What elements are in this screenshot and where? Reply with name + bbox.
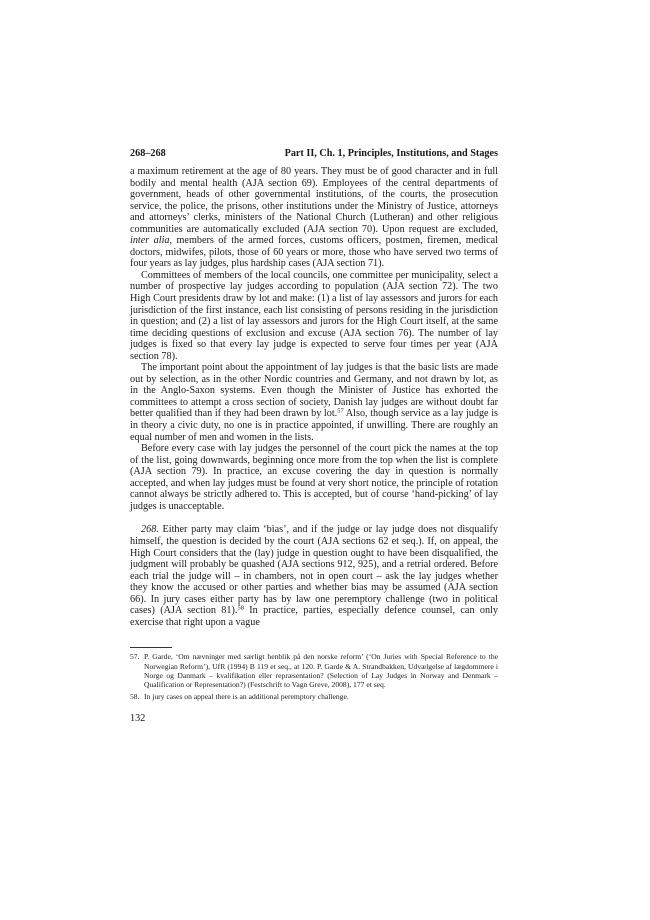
paragraph-text: In practice, parties, especially defence counsel, can only exercise that right upon a vague [130, 605, 499, 628]
paragraph-4: Before every case with lay judges the personnel of the court pick the names at the top of the list, going downwards, beginning once more from the top when the list is complete (AJA section 79). In practice, an excuse covering the day in question is normally accepted, and when lay judges must be found at very short notice, the principle of rotation cannot always be strictly adhered to. This is accepted, but of course ‘hand-picking’ of lay judges is unacceptable. [130, 443, 498, 512]
footnote-number: 57. [130, 652, 140, 662]
footnote-57 [130, 652, 498, 689]
italic-phrase: inter alia [130, 235, 170, 247]
body-text [130, 166, 498, 628]
paragraph-1 [130, 166, 498, 270]
paragraph-3 [130, 362, 498, 443]
paragraph-text: , members of the armed forces, customs officers, postmen, firemen, medical doctors, midwifes, pilots, those of 60 years or more, those who have served two terms of four years as lay judges, plus hardship cases (AJA section 71). [130, 235, 498, 270]
footnotes [130, 652, 498, 700]
header-chapter-title: Part II, Ch. 1, Principles, Institutions, and Stages [284, 148, 498, 159]
paragraph-text: Either party may claim ‘bias’, and if the judge or lay judge does not disqualify himself, the question is decided by the court (AJA sections 62 et seq.). If, on appeal, the High Court considers that the (lay) judge in question ought to have been disqualified, the judgment will probably be quashed (AJA sections 912, 925), and a retrial ordered. Before each trial the judge will – in chambers, not in open court – ask the lay judges whether they know the accused or other parties and whether bias may be assumed (AJA section 66). In jury cases either party has by law one peremptory challenge (two in political cases) (AJA section 81). [130, 524, 498, 617]
section-number: 268. [141, 524, 159, 536]
footnote-58 [130, 692, 498, 701]
header-paragraph-range: 268–268 [130, 148, 166, 159]
footnote-number: 58. [130, 691, 140, 701]
paragraph-text: Also, though service as a lay judge is in theory a civic duty, no one is in practice appointed, if unwilling. There are roughly an equal number of men and women in the lists. [130, 408, 498, 443]
paragraph-2: Committees of members of the local councils, one committee per municipality, select a number of prospective lay judges according to population (AJA section 72). The two High Court presidents draw by lot and make: (1) a list of lay assessors and jurors for each jurisdiction of the first instance, each list consisting of persons residing in the jurisdiction in question; and (2) a list of lay assessors and jurors for the High Court itself, at the same time deciding questions of exclusion and excuse (AJA section 76). The number of lay judges is fixed so that every lay judge is expected to serve four times per year (AJA section 78). [130, 269, 498, 362]
page-number: 132 [130, 712, 146, 724]
footnote-ref-57[interactable]: 57 [337, 407, 344, 415]
paragraph-text: The important point about the appointment of lay judges is that the basic lists are made out by selection, as in the other Nordic countries and Germany, and not drawn by lot, as in the Anglo-Saxon systems. Even though the Minister of Justice has exhorted the committees to attempt a cross section of society, Danish lay judges are without doubt far better qualified than if they had been drawn by lot. [130, 362, 498, 420]
footnote-text: In jury cases on appeal there is an additional peremptory challenge. [144, 691, 349, 701]
page [130, 147, 498, 724]
footnote-divider [130, 647, 172, 648]
footnote-text: P. Garde, ‘Om nævninger med særligt henblik på den norske reform’ (‘On Juries with Special Reference to the Norwegian Reform’), UfR (1994) B 119 et seq., at 120. P. Garde & A. Strandbakken, Udvælgelse af lægdommere i Norge og Danmark – kvalifikation eller repræsentation? (Selection of Lay Judges in Norway and Denmark – Qualification or Representation?) (Festschrift to Vagn Greve, 2008), 177 et seq. [144, 652, 498, 690]
paragraph-268 [130, 524, 498, 628]
paragraph-text: a maximum retirement at the age of 80 years. They must be of good character and in full bodily and mental health (AJA section 69). Employees of the central departments of government, heads of other governmental institutions, of the courts, the prosecution service, the police, the prisons, other institutions under the Ministry of Justice, attorneys and attorneys’ clerks, ministers of the National Church (Lutheran) and other religious communities are automatically excluded (AJA section 70). Upon request are excluded, [130, 166, 498, 235]
footnote-ref-58[interactable]: 58 [237, 604, 244, 612]
running-header [130, 147, 498, 160]
